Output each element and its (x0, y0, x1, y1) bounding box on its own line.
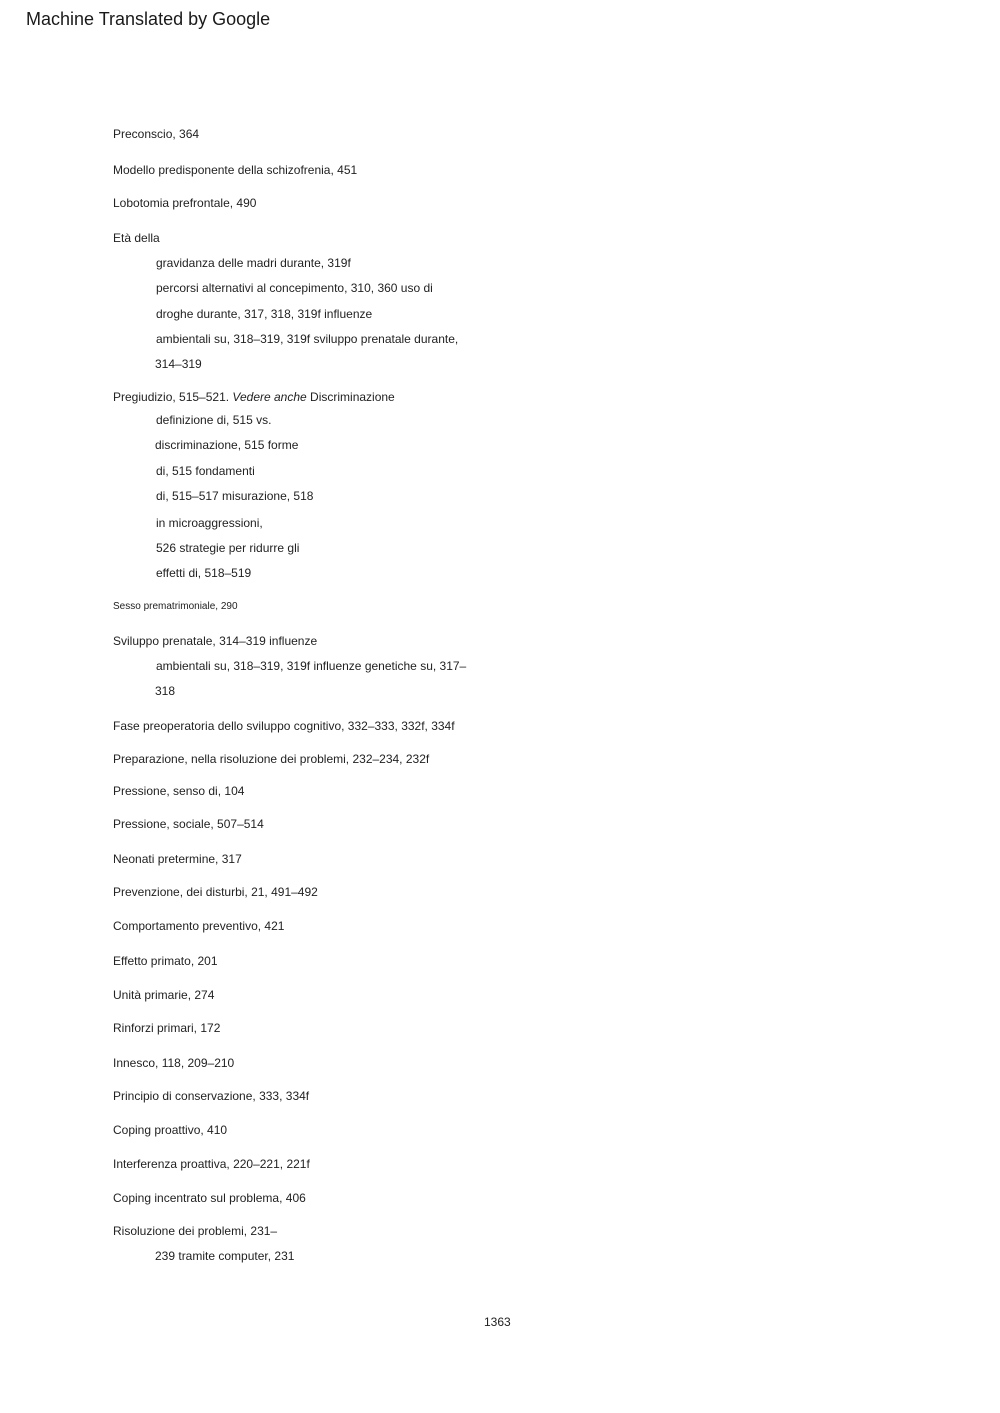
index-subentry: 318 (155, 684, 176, 698)
index-entry: Principio di conservazione, 333, 334f (113, 1089, 310, 1103)
index-entry: Prevenzione, dei disturbi, 21, 491–492 (113, 885, 318, 899)
index-entry-pregiudizio (113, 390, 395, 404)
index-entry: Pressione, senso di, 104 (113, 784, 245, 798)
index-subentry: in microaggressioni, (156, 516, 263, 530)
index-entry: Interferenza proattiva, 220–221, 221f (113, 1157, 310, 1171)
index-subentry: di, 515–517 misurazione, 518 (156, 489, 314, 503)
see-also-reference: Vedere anche (232, 390, 307, 404)
index-subentry: discriminazione, 515 forme (155, 438, 299, 452)
index-entry: Fase preoperatoria dello sviluppo cognitivo, 332–333, 332f, 334f (113, 719, 455, 733)
index-subentry: ambientali su, 318–319, 319f sviluppo prenatale durante, (156, 332, 459, 346)
index-entry: Sviluppo prenatale, 314–319 influenze (113, 634, 318, 648)
index-subentry: gravidanza delle madri durante, 319f (156, 256, 351, 270)
index-entry: Modello predisponente della schizofrenia, 451 (113, 163, 358, 177)
index-subentry: percorsi alternativi al concepimento, 310, 360 uso di (156, 281, 433, 295)
index-subentry: di, 515 fondamenti (156, 464, 255, 478)
index-entry: Sesso prematrimoniale, 290 (113, 601, 238, 612)
index-entry: Effetto primato, 201 (113, 954, 218, 968)
index-entry: Coping proattivo, 410 (113, 1123, 228, 1137)
page-number: 1363 (484, 1315, 511, 1329)
index-entry: Comportamento preventivo, 421 (113, 919, 285, 933)
index-entry: Neonati pretermine, 317 (113, 852, 242, 866)
index-entry: Rinforzi primari, 172 (113, 1021, 221, 1035)
index-entry: Coping incentrato sul problema, 406 (113, 1191, 306, 1205)
index-entry: Risoluzione dei problemi, 231– (113, 1224, 278, 1238)
index-entry: Preconscio, 364 (113, 127, 200, 141)
index-entry: Unità primarie, 274 (113, 988, 215, 1002)
index-subentry: droghe durante, 317, 318, 319f influenze (156, 307, 373, 321)
index-subentry: 239 tramite computer, 231 (155, 1249, 295, 1263)
index-subentry: 526 strategie per ridurre gli (156, 541, 300, 555)
index-entry: Preparazione, nella risoluzione dei problemi, 232–234, 232f (113, 752, 430, 766)
entry-text: Discriminazione (306, 390, 395, 404)
index-entry: Pressione, sociale, 507–514 (113, 817, 264, 831)
index-subentry: 314–319 (155, 357, 202, 371)
index-entry: Lobotomia prefrontale, 490 (113, 196, 257, 210)
index-subentry: ambientali su, 318–319, 319f influenze genetiche su, 317– (156, 659, 467, 673)
index-subentry: definizione di, 515 vs. (156, 413, 272, 427)
index-entry: Età della (113, 231, 160, 245)
entry-text: Pregiudizio, 515–521. (113, 390, 233, 404)
index-entry: Innesco, 118, 209–210 (113, 1056, 235, 1070)
index-subentry: effetti di, 518–519 (156, 566, 252, 580)
machine-translation-header: Machine Translated by Google (26, 9, 271, 29)
